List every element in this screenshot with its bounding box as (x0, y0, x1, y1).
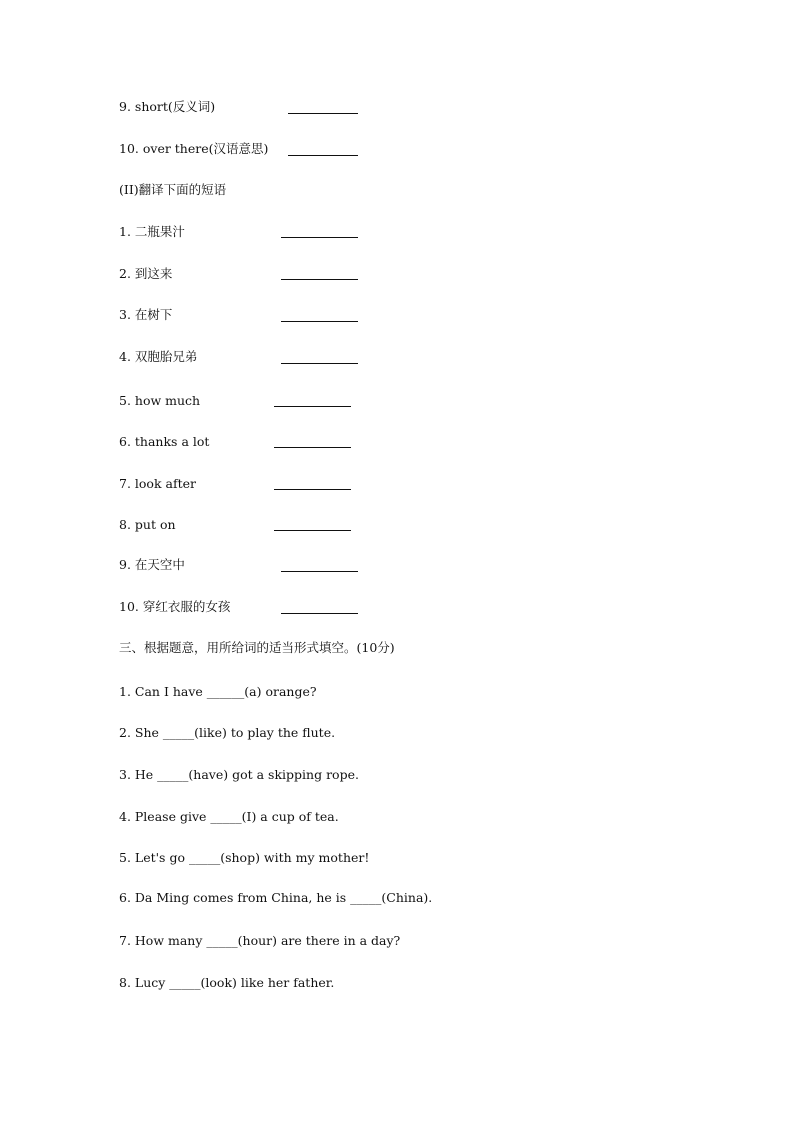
fill-in-item-8: 8. Lucy _____(look) like her father. (119, 975, 335, 990)
answer-blank[interactable] (281, 321, 358, 322)
phrase-item-7: 7. look after (119, 476, 196, 491)
answer-blank[interactable] (288, 155, 358, 156)
fill-in-item-2: 2. She _____(like) to play the flute. (119, 725, 336, 740)
answer-blank[interactable] (281, 613, 358, 614)
answer-blank[interactable] (281, 571, 358, 572)
fill-in-item-5: 5. Let's go _____(shop) with my mother! (119, 850, 370, 865)
phrase-item-4: 4. 双胞胎兄弟 (119, 349, 198, 364)
question-9-short-antonym: 9. short(反义词) (119, 99, 216, 114)
phrase-item-9: 9. 在天空中 (119, 557, 185, 572)
fill-in-item-1: 1. Can I have ______(a) orange? (119, 684, 317, 699)
fill-in-item-7: 7. How many _____(hour) are there in a day? (119, 933, 401, 948)
answer-blank[interactable] (274, 489, 351, 490)
phrase-item-8: 8. put on (119, 517, 176, 532)
section-3-heading: 三、根据题意，用所给词的适当形式填空。(10分) (119, 640, 395, 655)
answer-blank[interactable] (281, 363, 358, 364)
answer-blank[interactable] (274, 447, 351, 448)
answer-blank[interactable] (288, 113, 358, 114)
answer-blank[interactable] (274, 530, 351, 531)
phrase-item-1: 1. 二瓶果汁 (119, 224, 185, 239)
phrase-item-5: 5. how much (119, 393, 201, 408)
answer-blank[interactable] (281, 279, 358, 280)
section-2-heading: (II)翻译下面的短语 (119, 182, 227, 197)
phrase-item-6: 6. thanks a lot (119, 434, 210, 449)
phrase-item-2: 2. 到这来 (119, 266, 173, 281)
question-10-over-there: 10. over there(汉语意思) (119, 141, 269, 156)
phrase-item-3: 3. 在树下 (119, 307, 173, 322)
phrase-item-10: 10. 穿红衣服的女孩 (119, 599, 231, 614)
answer-blank[interactable] (274, 406, 351, 407)
fill-in-item-3: 3. He _____(have) got a skipping rope. (119, 767, 359, 782)
answer-blank[interactable] (281, 237, 358, 238)
fill-in-item-6: 6. Da Ming comes from China, he is _____(China). (119, 890, 433, 905)
fill-in-item-4: 4. Please give _____(I) a cup of tea. (119, 809, 339, 824)
